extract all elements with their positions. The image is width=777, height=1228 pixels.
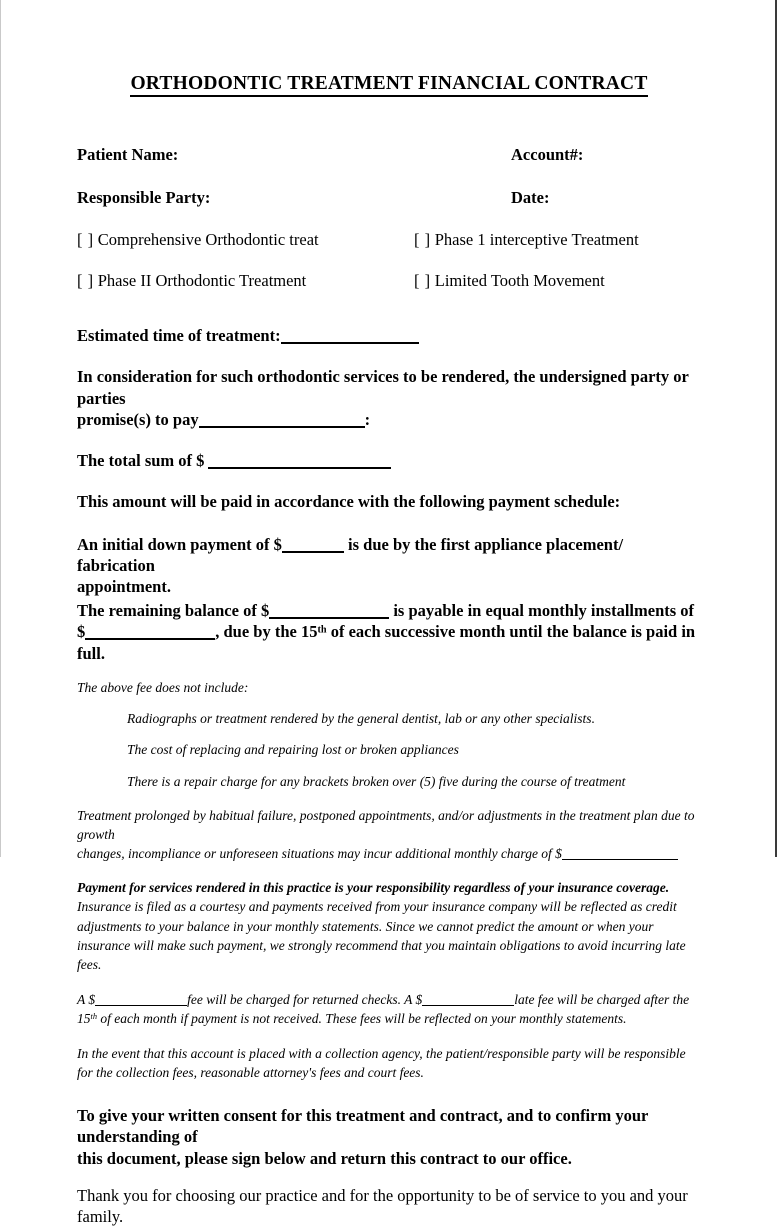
promise-to-pay-input[interactable]	[199, 426, 365, 428]
remaining-balance-label: The remaining balance of $	[77, 600, 270, 620]
promise-to-pay-label: promise(s) to pay	[77, 410, 199, 430]
monthly-due-tail: of each successive month until the balance is paid in full.	[77, 622, 696, 663]
checkbox-option-label: Phase 1 interceptive Treatment	[434, 229, 639, 249]
remaining-balance-input[interactable]	[269, 617, 389, 619]
payment-schedule-intro: This amount will be paid in accordance with the following payment schedule:	[77, 492, 621, 512]
thank-you-line: Thank you for choosing our practice and for the opportunity to be of service to you and your family.	[77, 1185, 688, 1227]
total-sum-row	[77, 450, 701, 471]
consent-line-2: this document, please sign below and return this contract to our office.	[77, 1148, 572, 1168]
checkbox-option-limited[interactable]	[414, 271, 701, 292]
prolonged-line-1: Treatment prolonged by habitual failure, postponed appointments, and/or adjustments in the treatment plan due to growth	[77, 807, 695, 842]
monthly-due-text: , due by the 15	[215, 622, 318, 642]
insurance-bold-sentence: Payment for services rendered in this practice is your responsibility regardless of your insurance coverage.	[77, 880, 670, 896]
patient-name-label: Patient Name:	[77, 145, 179, 165]
account-number-label: Account#:	[511, 145, 584, 165]
checkbox-option-label: Phase II Orthodontic Treatment	[97, 271, 307, 291]
consent-line-1: To give your written consent for this treatment and contract, and to confirm your understanding of	[77, 1105, 649, 1147]
consent-paragraph	[77, 1105, 701, 1169]
ordinal-suffix: th	[317, 624, 327, 636]
returned-check-fee-input[interactable]	[95, 1005, 187, 1006]
monthly-installment-input[interactable]	[85, 638, 215, 640]
treatment-option-row-1	[77, 230, 701, 251]
checkbox-glyph[interactable]: [ ]	[414, 271, 431, 291]
consideration-paragraph	[77, 366, 701, 430]
down-payment-tail: is due by the first appliance placement/ fabrication	[77, 534, 624, 575]
estimated-time-label: Estimated time of treatment:	[77, 325, 281, 345]
monthly-amount-dollar: $	[77, 622, 86, 642]
checkbox-glyph[interactable]: [ ]	[414, 229, 431, 249]
checkbox-option-label: Comprehensive Orthodontic treat	[97, 229, 319, 249]
remaining-balance-paragraph	[77, 600, 701, 664]
collections-paragraph: In the event that this account is placed with a collection agency, the patient/responsible party will be responsible for the collection fees, reasonable attorney's fees and court fees.	[77, 1046, 686, 1081]
patient-account-row	[77, 145, 701, 166]
down-payment-input[interactable]	[282, 551, 344, 553]
down-payment-paragraph	[77, 534, 701, 598]
down-payment-line-2: appointment.	[77, 577, 171, 597]
late-fee-tail: of each month if payment is not received. These fees will be reflected on your monthly statements.	[97, 1011, 627, 1027]
promise-to-pay-colon: :	[364, 410, 371, 430]
prolonged-charge-label: changes, incompliance or unforeseen situations may incur additional monthly charge of $	[77, 846, 562, 862]
page-title	[77, 0, 701, 95]
checkbox-option-phase2[interactable]	[77, 271, 414, 292]
insurance-paragraph	[77, 878, 701, 974]
checkbox-glyph[interactable]: [ ]	[77, 271, 94, 291]
consideration-line-1: In consideration for such orthodontic services to be rendered, the undersigned party or parties	[77, 367, 689, 408]
responsible-party-label: Responsible Party:	[77, 188, 211, 208]
document-content	[77, 0, 701, 1228]
checkbox-option-label: Limited Tooth Movement	[434, 271, 605, 291]
checkbox-glyph[interactable]: [ ]	[77, 229, 94, 249]
checkbox-option-comprehensive[interactable]	[77, 230, 414, 251]
exclusion-item: Radiographs or treatment rendered by the general dentist, lab or any other specialists.	[127, 711, 595, 727]
treatment-option-row-2	[77, 271, 701, 292]
prolonged-treatment-paragraph	[77, 806, 701, 863]
checkbox-option-phase1[interactable]	[414, 230, 701, 251]
late-fee-mid: late fee will be charged after the 15	[77, 992, 690, 1027]
late-fee-input[interactable]	[422, 1005, 514, 1006]
party-date-row	[77, 188, 701, 209]
fees-paragraph	[77, 990, 701, 1028]
ordinal-suffix: th	[90, 1012, 98, 1022]
total-sum-input[interactable]	[208, 467, 391, 469]
returned-check-label: A $	[77, 992, 96, 1008]
estimated-time-input[interactable]	[281, 342, 419, 344]
exclusion-item: There is a repair charge for any brackets broken over (5) five during the course of treatment	[127, 773, 626, 789]
insurance-rest-text: Insurance is filed as a courtesy and payments received from your insurance company will be reflected as credit adjustments to your balance in your monthly statements. Since we cannot predict the amount or when your insurance will make such payment, we strongly recommend that you maintain obligations to avoid incurring late fees.	[77, 899, 686, 972]
additional-charge-input[interactable]	[562, 859, 678, 860]
exclusion-item: The cost of replacing and repairing lost or broken appliances	[127, 742, 459, 758]
prolonged-line-2	[77, 844, 701, 863]
remaining-balance-mid: is payable in equal monthly installments of	[393, 600, 695, 620]
remaining-balance-line-2	[77, 621, 701, 664]
total-sum-label: The total sum of $	[77, 450, 205, 470]
returned-check-mid: fee will be charged for returned checks. A $	[187, 992, 423, 1008]
estimated-time-row	[77, 325, 701, 346]
consideration-line-2	[77, 409, 701, 430]
date-label: Date:	[511, 188, 550, 208]
remaining-balance-line-1	[77, 600, 701, 621]
page-title-text: ORTHODONTIC TREATMENT FINANCIAL CONTRACT	[130, 73, 647, 97]
exclusions-intro: The above fee does not include:	[77, 680, 249, 696]
down-payment-line-1	[77, 534, 701, 577]
down-payment-label: An initial down payment of $	[77, 534, 282, 554]
